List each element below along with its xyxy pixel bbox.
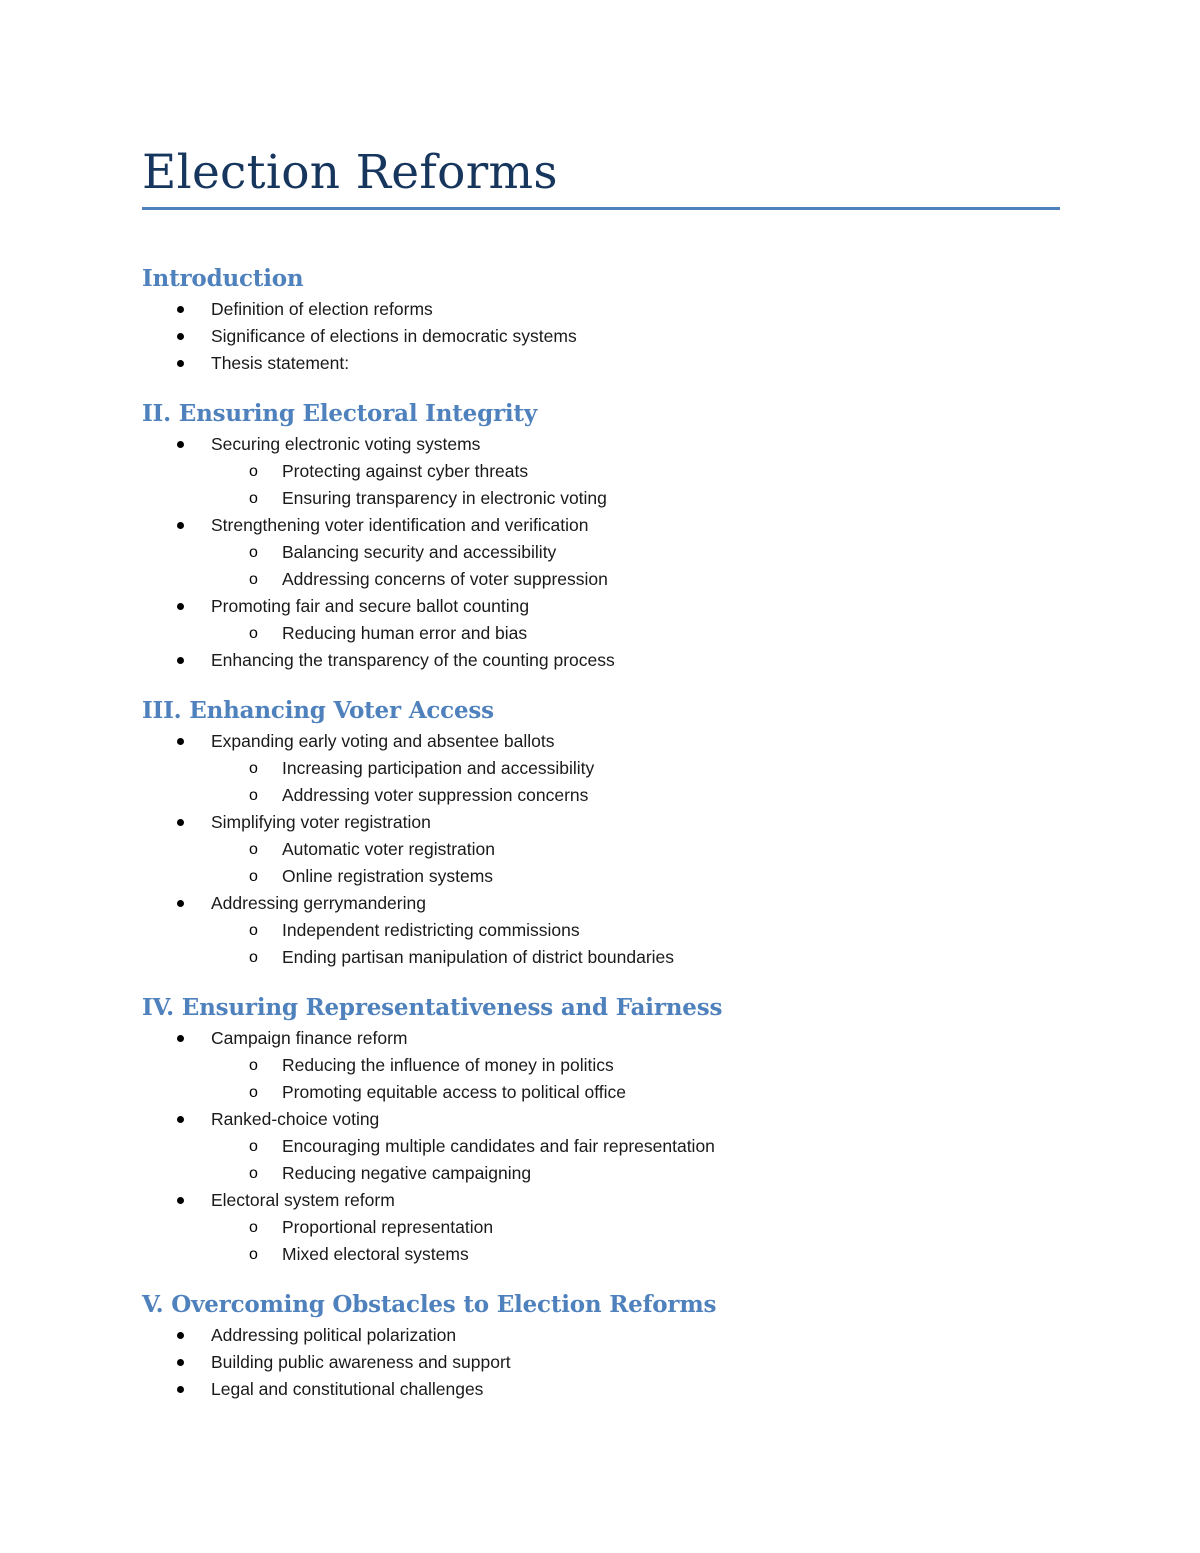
sub-list-item [142,1052,1060,1079]
list-item-label: Strengthening voter identification and verification [211,515,589,535]
bullet-list [142,431,1060,674]
bullet-circle-icon: o [249,760,258,777]
list-item [142,809,1060,890]
sub-list-item-label: Reducing negative campaigning [282,1163,532,1183]
sub-list-item [142,1133,1060,1160]
bullet-list [142,1025,1060,1268]
list-item [142,890,1060,971]
list-item [142,1187,1060,1268]
bullet-circle-icon: o [249,490,258,507]
sub-list-item [142,458,1060,485]
bullet-circle-icon: o [249,922,258,939]
sub-list-item-label: Balancing security and accessibility [282,542,557,562]
bullet-circle-icon: o [249,1165,258,1182]
bullet-dot-icon [177,603,184,610]
sub-bullet-list [211,917,1060,971]
outline-section [142,991,1060,1268]
bullet-dot-icon [177,738,184,745]
bullet-list [142,728,1060,971]
sub-list-item [142,485,1060,512]
section-heading: III. Enhancing Voter Access [142,697,494,724]
bullet-dot-icon [177,1386,184,1393]
sub-list-item-label: Protecting against cyber threats [282,461,529,481]
sub-list-item-label: Increasing participation and accessibility [282,758,595,778]
list-item-label: Campaign finance reform [211,1028,408,1048]
bullet-circle-icon: o [249,571,258,588]
sub-list-item [142,863,1060,890]
list-item-label: Addressing political polarization [211,1325,457,1345]
sub-list-item-label: Automatic voter registration [282,839,496,859]
bullet-dot-icon [177,1332,184,1339]
sub-list-item [142,566,1060,593]
sub-list-item [142,755,1060,782]
sub-bullet-list [211,755,1060,809]
bullet-dot-icon [177,360,184,367]
bullet-circle-icon: o [249,1138,258,1155]
sub-list-item [142,1079,1060,1106]
bullet-dot-icon [177,1197,184,1204]
outline-section [142,694,1060,971]
bullet-circle-icon: o [249,544,258,561]
section-heading: Introduction [142,265,304,292]
sub-bullet-list [211,458,1060,512]
sub-list-item [142,1214,1060,1241]
outline-section [142,397,1060,674]
bullet-dot-icon [177,522,184,529]
sub-bullet-list [211,1052,1060,1106]
bullet-circle-icon: o [249,1246,258,1263]
bullet-dot-icon [177,441,184,448]
section-heading: II. Ensuring Electoral Integrity [142,400,538,427]
sub-list-item-label: Online registration systems [282,866,494,886]
list-item-label: Enhancing the transparency of the counting process [211,650,615,670]
sub-list-item-label: Ensuring transparency in electronic voting [282,488,607,508]
bullet-circle-icon: o [249,1084,258,1101]
document-title: Election Reforms [142,145,558,200]
sub-bullet-list [211,620,1060,647]
list-item-label: Thesis statement: [211,353,350,373]
list-item-label: Ranked-choice voting [211,1109,380,1129]
list-item [142,512,1060,593]
list-item-label: Definition of election reforms [211,299,433,319]
outline-section [142,262,1060,377]
sub-bullet-list [211,1133,1060,1187]
sub-list-item [142,782,1060,809]
list-item [142,350,1060,377]
section-heading: V. Overcoming Obstacles to Election Reforms [142,1291,717,1318]
sub-bullet-list [211,539,1060,593]
list-item-label: Addressing gerrymandering [211,893,426,913]
bullet-circle-icon: o [249,868,258,885]
sub-list-item-label: Independent redistricting commissions [282,920,580,940]
sub-list-item [142,944,1060,971]
sub-bullet-list [211,1214,1060,1268]
list-item-label: Expanding early voting and absentee ballots [211,731,555,751]
list-item [142,1349,1060,1376]
bullet-circle-icon: o [249,463,258,480]
bullet-dot-icon [177,333,184,340]
sub-list-item [142,1241,1060,1268]
bullet-circle-icon: o [249,1219,258,1236]
list-item [142,647,1060,674]
list-item-label: Electoral system reform [211,1190,395,1210]
bullet-dot-icon [177,306,184,313]
list-item-label: Significance of elections in democratic systems [211,326,577,346]
list-item [142,323,1060,350]
sub-list-item [142,1160,1060,1187]
list-item [142,728,1060,809]
bullet-dot-icon [177,1359,184,1366]
list-item-label: Simplifying voter registration [211,812,431,832]
outline-section [142,1288,1060,1403]
sub-list-item-label: Ending partisan manipulation of district boundaries [282,947,675,967]
sub-list-item [142,539,1060,566]
bullet-circle-icon: o [249,841,258,858]
sub-list-item [142,836,1060,863]
bullet-dot-icon [177,1116,184,1123]
list-item-label: Promoting fair and secure ballot counting [211,596,530,616]
list-item [142,431,1060,512]
bullet-circle-icon: o [249,1057,258,1074]
sub-list-item-label: Reducing human error and bias [282,623,528,643]
bullet-dot-icon [177,1035,184,1042]
section-heading: IV. Ensuring Representativeness and Fairness [142,994,723,1021]
outline-body [142,262,1060,1403]
bullet-circle-icon: o [249,787,258,804]
sub-list-item-label: Reducing the influence of money in politics [282,1055,614,1075]
sub-list-item-label: Proportional representation [282,1217,494,1237]
sub-list-item [142,620,1060,647]
bullet-dot-icon [177,900,184,907]
sub-list-item-label: Encouraging multiple candidates and fair representation [282,1136,715,1156]
list-item-label: Legal and constitutional challenges [211,1379,484,1399]
bullet-list [142,1322,1060,1403]
document-page [142,140,1060,1403]
list-item [142,1322,1060,1349]
bullet-dot-icon [177,819,184,826]
list-item-label: Building public awareness and support [211,1352,511,1372]
sub-list-item-label: Addressing concerns of voter suppression [282,569,608,589]
bullet-circle-icon: o [249,625,258,642]
list-item [142,1106,1060,1187]
bullet-circle-icon: o [249,949,258,966]
bullet-dot-icon [177,657,184,664]
sub-list-item-label: Mixed electoral systems [282,1244,469,1264]
sub-list-item-label: Promoting equitable access to political office [282,1082,627,1102]
sub-list-item-label: Addressing voter suppression concerns [282,785,589,805]
list-item [142,1376,1060,1403]
title-underline [142,207,1060,210]
list-item-label: Securing electronic voting systems [211,434,481,454]
list-item [142,593,1060,647]
sub-bullet-list [211,836,1060,890]
list-item [142,1025,1060,1106]
sub-list-item [142,917,1060,944]
bullet-list [142,296,1060,377]
list-item [142,296,1060,323]
